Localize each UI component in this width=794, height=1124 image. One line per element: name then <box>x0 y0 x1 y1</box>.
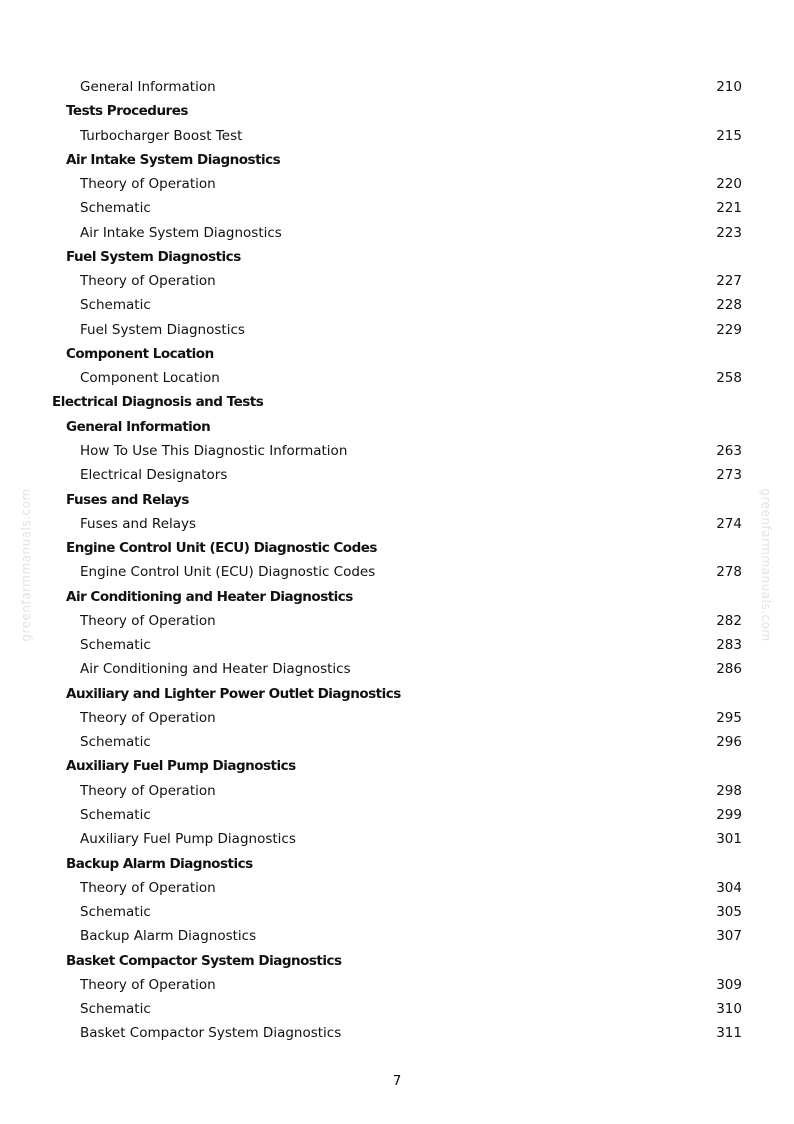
toc-entry[interactable] <box>0 75 794 99</box>
toc-entry-title: Fuel System Diagnostics <box>66 248 241 265</box>
toc-entry-title: Air Conditioning and Heater Diagnostics <box>80 661 351 678</box>
toc-entry-title: Auxiliary Fuel Pump Diagnostics <box>66 758 296 775</box>
toc-entry-page-number: 258 <box>716 370 742 387</box>
toc-entry-page-number: 223 <box>716 224 742 241</box>
toc-entry-page-number: 282 <box>716 612 742 629</box>
toc-entry-page-number: 220 <box>716 176 742 193</box>
toc-entry[interactable] <box>0 463 794 487</box>
toc-entry-title: Schematic <box>80 904 151 921</box>
toc-entry[interactable] <box>0 560 794 584</box>
toc-entry[interactable] <box>0 439 794 463</box>
toc-entry-title: Component Location <box>80 370 220 387</box>
toc-section-heading[interactable] <box>0 585 794 609</box>
toc-entry-page-number: 311 <box>716 1025 742 1042</box>
toc-section-heading[interactable] <box>0 754 794 778</box>
toc-entry-title: Backup Alarm Diagnostics <box>66 855 253 872</box>
toc-entry[interactable] <box>0 730 794 754</box>
toc-entry-title: Theory of Operation <box>80 782 216 799</box>
toc-section-heading[interactable] <box>0 682 794 706</box>
toc-entry[interactable] <box>0 779 794 803</box>
toc-section-heading[interactable] <box>0 342 794 366</box>
toc-entry-title: Electrical Designators <box>80 467 228 484</box>
toc-entry-title: Theory of Operation <box>80 176 216 193</box>
toc-entry-page-number: 298 <box>716 782 742 799</box>
toc-entry-title: Basket Compactor System Diagnostics <box>66 952 342 969</box>
toc-entry[interactable] <box>0 609 794 633</box>
toc-entry-title: Schematic <box>80 1001 151 1018</box>
toc-entry-page-number: 307 <box>716 928 742 945</box>
toc-section-heading[interactable] <box>0 949 794 973</box>
toc-entry[interactable] <box>0 900 794 924</box>
toc-entry-title: Theory of Operation <box>80 709 216 726</box>
toc-entry[interactable] <box>0 1021 794 1045</box>
toc-entry-title: Theory of Operation <box>80 273 216 290</box>
toc-entry-page-number: 299 <box>716 806 742 823</box>
toc-section-heading[interactable] <box>0 99 794 123</box>
toc-entry-title: Tests Procedures <box>66 103 188 120</box>
toc-entry-page-number: 228 <box>716 297 742 314</box>
toc-entry-title: Schematic <box>80 806 151 823</box>
toc-entry-title: Theory of Operation <box>80 976 216 993</box>
toc-entry-page-number: 274 <box>716 515 742 532</box>
toc-section-heading[interactable] <box>0 415 794 439</box>
toc-entry-title: Fuses and Relays <box>66 491 189 508</box>
toc-entry-title: Schematic <box>80 297 151 314</box>
toc-entry-title: Engine Control Unit (ECU) Diagnostic Codes <box>80 564 376 581</box>
toc-entry-page-number: 263 <box>716 442 742 459</box>
toc-entry-page-number: 309 <box>716 976 742 993</box>
toc-entry-page-number: 310 <box>716 1001 742 1018</box>
page-number: 7 <box>392 1073 402 1089</box>
toc-entry-title: General Information <box>80 79 216 95</box>
toc-chapter-heading[interactable] <box>0 390 794 414</box>
toc-entry-page-number: 278 <box>716 564 742 581</box>
toc-entry-title: Engine Control Unit (ECU) Diagnostic Codes <box>66 540 377 557</box>
toc-entry[interactable] <box>0 512 794 536</box>
toc-entry-title: Air Intake System Diagnostics <box>66 151 281 168</box>
toc-entry[interactable] <box>0 172 794 196</box>
toc-section-heading[interactable] <box>0 148 794 172</box>
toc-entry[interactable] <box>0 318 794 342</box>
toc-section-heading[interactable] <box>0 852 794 876</box>
watermark-left: greenfarmmanuals.com <box>19 488 33 642</box>
toc-entry[interactable] <box>0 803 794 827</box>
toc-entry[interactable] <box>0 706 794 730</box>
toc-entry-title: Air Conditioning and Heater Diagnostics <box>66 588 353 605</box>
toc-entry[interactable] <box>0 876 794 900</box>
toc-entry[interactable] <box>0 657 794 681</box>
toc-entry-title: Fuses and Relays <box>80 515 197 532</box>
toc-entry-page-number: 273 <box>716 467 742 484</box>
toc-entry-title: Theory of Operation <box>80 879 216 896</box>
toc-entry-title: Air Intake System Diagnostics <box>80 224 282 241</box>
toc-entry-page-number: 286 <box>716 661 742 678</box>
toc-entry-title: Auxiliary and Lighter Power Outlet Diagnostics <box>66 685 401 702</box>
toc-section-heading[interactable] <box>0 245 794 269</box>
toc-entry[interactable] <box>0 973 794 997</box>
toc-entry-title: Schematic <box>80 734 151 751</box>
watermark-right: greenfarmmanuals.com <box>759 488 773 642</box>
toc-entry-page-number: 215 <box>716 127 742 144</box>
toc-entry-title: Turbocharger Boost Test <box>80 127 243 144</box>
toc-entry[interactable] <box>0 366 794 390</box>
toc-entry[interactable] <box>0 269 794 293</box>
toc-entry-page-number: 229 <box>716 321 742 338</box>
toc-entry[interactable] <box>0 924 794 948</box>
toc-entry-title: Component Location <box>66 345 214 362</box>
toc-entry-page-number: 210 <box>716 79 742 95</box>
toc-entry-title: Electrical Diagnosis and Tests <box>52 394 264 411</box>
toc-section-heading[interactable] <box>0 488 794 512</box>
toc-entry-page-number: 283 <box>716 637 742 654</box>
toc-entry[interactable] <box>0 221 794 245</box>
toc-entry-page-number: 227 <box>716 273 742 290</box>
toc-entry-page-number: 221 <box>716 200 742 217</box>
toc-entry-title: Basket Compactor System Diagnostics <box>80 1025 342 1042</box>
toc-entry-title: General Information <box>66 418 211 435</box>
toc-entry-title: Auxiliary Fuel Pump Diagnostics <box>80 831 296 848</box>
toc-entry[interactable] <box>0 997 794 1021</box>
toc-section-heading[interactable] <box>0 536 794 560</box>
toc-entry-page-number: 296 <box>716 734 742 751</box>
toc-entry-page-number: 304 <box>716 879 742 896</box>
toc-entry-title: Schematic <box>80 200 151 217</box>
toc-entry[interactable] <box>0 827 794 851</box>
toc-entry[interactable] <box>0 293 794 317</box>
toc-entry-page-number: 295 <box>716 709 742 726</box>
toc-entry-title: Schematic <box>80 637 151 654</box>
toc-entry-title: How To Use This Diagnostic Information <box>80 442 348 459</box>
toc-entry[interactable] <box>0 633 794 657</box>
table-of-contents <box>0 75 794 1046</box>
toc-entry[interactable] <box>0 124 794 148</box>
toc-entry-title: Theory of Operation <box>80 612 216 629</box>
toc-entry-page-number: 305 <box>716 904 742 921</box>
toc-entry-title: Fuel System Diagnostics <box>80 321 245 338</box>
toc-entry-title: Backup Alarm Diagnostics <box>80 928 257 945</box>
toc-entry-page-number: 301 <box>716 831 742 848</box>
toc-entry[interactable] <box>0 196 794 220</box>
